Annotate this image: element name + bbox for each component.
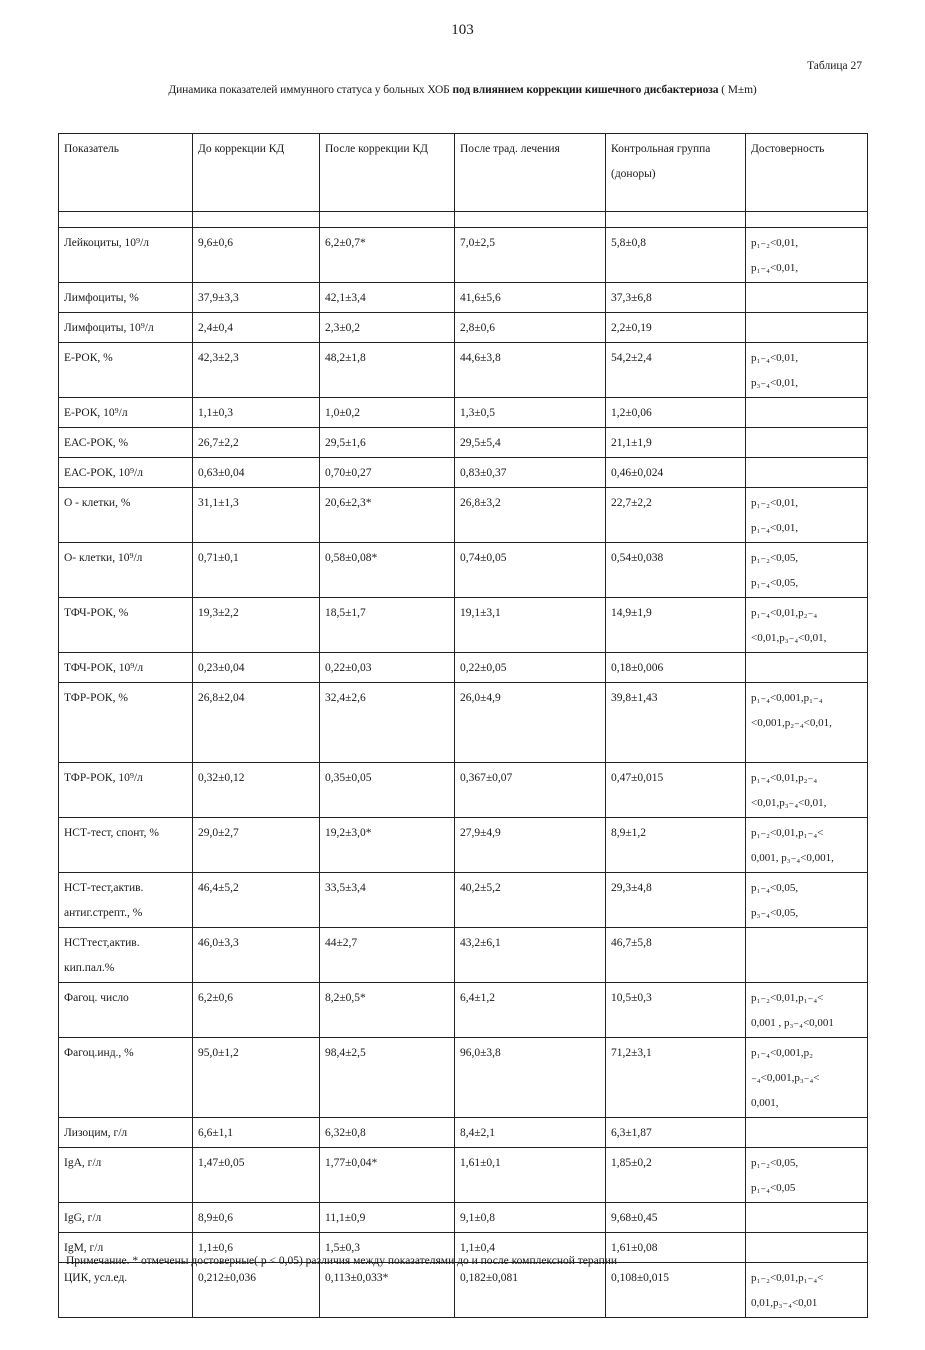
- table-row: [59, 1263, 868, 1318]
- table-row: [59, 1203, 868, 1233]
- cell-trad: 0,22±0,05: [455, 653, 606, 683]
- cell-trad: 40,2±5,2: [455, 873, 606, 928]
- cell-trad: 9,1±0,8: [455, 1203, 606, 1233]
- table-row: [59, 343, 868, 398]
- cell-trad: 1,61±0,1: [455, 1148, 606, 1203]
- cell-significance: [746, 928, 868, 983]
- caption-plain: Динамика показателей иммунного статуса у больных ХОБ: [168, 84, 453, 96]
- table-row: [59, 1038, 868, 1118]
- cell-after: 0,22±0,03: [320, 653, 455, 683]
- cell-control: 1,61±0,08: [606, 1233, 746, 1263]
- cell-after: 19,2±3,0*: [320, 818, 455, 873]
- table-row: [59, 313, 868, 343]
- cell-trad: 0,367±0,07: [455, 763, 606, 818]
- cell-trad: 1,1±0,4: [455, 1233, 606, 1263]
- cell-control: 14,9±1,9: [606, 598, 746, 653]
- cell-control: 0,18±0,006: [606, 653, 746, 683]
- cell-trad: 0,83±0,37: [455, 458, 606, 488]
- cell-significance: [746, 763, 868, 818]
- cell-control: 54,2±2,4: [606, 343, 746, 398]
- cell-control: 1,85±0,2: [606, 1148, 746, 1203]
- header-significance: Достоверность: [746, 134, 868, 212]
- cell-before: 26,7±2,2: [193, 428, 320, 458]
- cell-trad: 19,1±3,1: [455, 598, 606, 653]
- cell-after: 1,0±0,2: [320, 398, 455, 428]
- cell-control: 71,2±3,1: [606, 1038, 746, 1118]
- cell-control: 22,7±2,2: [606, 488, 746, 543]
- cell-control: 0,108±0,015: [606, 1263, 746, 1318]
- table-row: [59, 428, 868, 458]
- table-row: [59, 653, 868, 683]
- cell-trad: 26,8±3,2: [455, 488, 606, 543]
- table-row: [59, 928, 868, 983]
- spacer-cell: [746, 212, 868, 228]
- cell-after: 6,32±0,8: [320, 1118, 455, 1148]
- cell-control: 6,3±1,87: [606, 1118, 746, 1148]
- significance-line: p₃₋₄<0,05,: [751, 907, 799, 919]
- table-row: [59, 398, 868, 428]
- cell-after: 33,5±3,4: [320, 873, 455, 928]
- cell-significance: [746, 983, 868, 1038]
- cell-indicator: ТФР-РОК, %: [59, 683, 193, 763]
- significance-line: p₁₋₄<0,05: [751, 1182, 796, 1194]
- cell-significance: [746, 343, 868, 398]
- cell-significance: [746, 228, 868, 283]
- table-row: [59, 543, 868, 598]
- cell-after: 0,70±0,27: [320, 458, 455, 488]
- cell-significance: [746, 1148, 868, 1203]
- spacer-cell: [455, 212, 606, 228]
- cell-control: 29,3±4,8: [606, 873, 746, 928]
- cell-significance: [746, 683, 868, 763]
- significance-line: p₁₋₄<0,01,p₂₋₄: [751, 607, 818, 619]
- cell-before: 29,0±2,7: [193, 818, 320, 873]
- cell-significance: [746, 653, 868, 683]
- cell-after: 98,4±2,5: [320, 1038, 455, 1118]
- cell-before: 31,1±1,3: [193, 488, 320, 543]
- cell-significance: [746, 1203, 868, 1233]
- cell-significance: [746, 488, 868, 543]
- cell-before: 1,1±0,6: [193, 1233, 320, 1263]
- cell-after: 20,6±2,3*: [320, 488, 455, 543]
- cell-indicator: ЦИК, усл.ед.: [59, 1263, 193, 1318]
- header-after: После коррекции КД: [320, 134, 455, 212]
- cell-control: 39,8±1,43: [606, 683, 746, 763]
- cell-indicator: IgG, г/л: [59, 1203, 193, 1233]
- header-row: [59, 134, 868, 212]
- table-row: [59, 598, 868, 653]
- cell-trad: 27,9±4,9: [455, 818, 606, 873]
- cell-control: 8,9±1,2: [606, 818, 746, 873]
- significance-line: [751, 736, 861, 761]
- cell-indicator: Фагоц. число: [59, 983, 193, 1038]
- cell-trad: 41,6±5,6: [455, 283, 606, 313]
- cell-indicator: ТФЧ-РОК, %: [59, 598, 193, 653]
- immune-status-table: [58, 133, 868, 1318]
- cell-control: 2,2±0,19: [606, 313, 746, 343]
- table-row: [59, 873, 868, 928]
- cell-significance: [746, 818, 868, 873]
- table-row: [59, 1118, 868, 1148]
- cell-trad: 26,0±4,9: [455, 683, 606, 763]
- cell-trad: 2,8±0,6: [455, 313, 606, 343]
- cell-before: 42,3±2,3: [193, 343, 320, 398]
- cell-before: 6,6±1,1: [193, 1118, 320, 1148]
- table-label: Таблица 27: [807, 60, 862, 72]
- cell-trad: 7,0±2,5: [455, 228, 606, 283]
- cell-before: 95,0±1,2: [193, 1038, 320, 1118]
- cell-after: 0,113±0,033*: [320, 1263, 455, 1318]
- header-control: Контрольная группа (доноры): [606, 134, 746, 212]
- significance-line: p₁₋₂<0,05,: [751, 1157, 799, 1169]
- cell-indicator: О- клетки, 10⁹/л: [59, 543, 193, 598]
- cell-indicator: НСТтест,актив. кип.пал.%: [59, 928, 193, 983]
- table-caption: [0, 84, 925, 96]
- cell-significance: [746, 1263, 868, 1318]
- cell-control: 0,54±0,038: [606, 543, 746, 598]
- table-row: [59, 818, 868, 873]
- significance-line: p₃₋₄<0,01,: [751, 377, 799, 389]
- table-row: [59, 228, 868, 283]
- table-row: [59, 683, 868, 763]
- significance-line: p₁₋₄<0,01,: [751, 352, 799, 364]
- significance-line: 0,01,p₃₋₄<0,01: [751, 1297, 818, 1309]
- cell-significance: [746, 458, 868, 488]
- cell-indicator: НСТ-тест,актив. антиг.стрепт., %: [59, 873, 193, 928]
- significance-line: <0,01,p₃₋₄<0,01,: [751, 632, 827, 644]
- cell-after: 29,5±1,6: [320, 428, 455, 458]
- header-spacer-row: [59, 212, 868, 228]
- cell-indicator: IgM, г/л: [59, 1233, 193, 1263]
- cell-indicator: ТФЧ-РОК, 10⁹/л: [59, 653, 193, 683]
- cell-before: 9,6±0,6: [193, 228, 320, 283]
- cell-after: 0,58±0,08*: [320, 543, 455, 598]
- cell-significance: [746, 873, 868, 928]
- cell-after: 48,2±1,8: [320, 343, 455, 398]
- cell-indicator: Е-РОК, %: [59, 343, 193, 398]
- cell-before: 2,4±0,4: [193, 313, 320, 343]
- caption-suffix: ( M±m): [718, 84, 757, 96]
- cell-before: 8,9±0,6: [193, 1203, 320, 1233]
- cell-indicator: ТФР-РОК, 10⁹/л: [59, 763, 193, 818]
- table-row: [59, 458, 868, 488]
- header-indicator: Показатель: [59, 134, 193, 212]
- cell-before: 19,3±2,2: [193, 598, 320, 653]
- cell-before: 46,4±5,2: [193, 873, 320, 928]
- cell-before: 37,9±3,3: [193, 283, 320, 313]
- footnote: Примечание. * отмечены достоверные( p < 0,05) различия между показателями до и после комплексной терапии: [66, 1255, 618, 1267]
- page-number: 103: [451, 22, 474, 38]
- cell-after: 44±2,7: [320, 928, 455, 983]
- cell-control: 21,1±1,9: [606, 428, 746, 458]
- cell-trad: 8,4±2,1: [455, 1118, 606, 1148]
- cell-before: 0,212±0,036: [193, 1263, 320, 1318]
- header-before: До коррекции КД: [193, 134, 320, 212]
- table-row: [59, 763, 868, 818]
- cell-trad: 44,6±3,8: [455, 343, 606, 398]
- table-body: [59, 212, 868, 1318]
- cell-before: 1,1±0,3: [193, 398, 320, 428]
- significance-line: ₋₄<0,001,p₃₋₄<: [751, 1072, 820, 1084]
- cell-trad: 0,182±0,081: [455, 1263, 606, 1318]
- cell-indicator: Лимфоциты, 10⁹/л: [59, 313, 193, 343]
- significance-line: <0,01,p₃₋₄<0,01,: [751, 797, 827, 809]
- cell-indicator: ЕАС-РОК, 10⁹/л: [59, 458, 193, 488]
- cell-before: 6,2±0,6: [193, 983, 320, 1038]
- significance-line: p₁₋₄<0,01,p₂₋₄: [751, 772, 818, 784]
- cell-significance: [746, 398, 868, 428]
- cell-trad: 29,5±5,4: [455, 428, 606, 458]
- table-row: [59, 1148, 868, 1203]
- cell-indicator: НСТ-тест, спонт, %: [59, 818, 193, 873]
- significance-line: p₁₋₄<0,01,: [751, 262, 799, 274]
- cell-indicator: Фагоц.инд., %: [59, 1038, 193, 1118]
- table-row: [59, 983, 868, 1038]
- cell-after: 11,1±0,9: [320, 1203, 455, 1233]
- cell-control: 1,2±0,06: [606, 398, 746, 428]
- significance-line: p₁₋₂<0,01,p₁₋₄<: [751, 992, 824, 1004]
- cell-after: 32,4±2,6: [320, 683, 455, 763]
- significance-line: p₁₋₂<0,01,: [751, 237, 799, 249]
- spacer-cell: [193, 212, 320, 228]
- cell-significance: [746, 313, 868, 343]
- cell-indicator: Лимфоциты, %: [59, 283, 193, 313]
- significance-line: 0,001, p₃₋₄<0,001,: [751, 852, 834, 864]
- cell-control: 37,3±6,8: [606, 283, 746, 313]
- cell-before: 26,8±2,04: [193, 683, 320, 763]
- cell-significance: [746, 428, 868, 458]
- cell-after: 42,1±3,4: [320, 283, 455, 313]
- header-trad: После трад. лечения: [455, 134, 606, 212]
- cell-indicator: О - клетки, %: [59, 488, 193, 543]
- significance-line: p₁₋₂<0,01,: [751, 497, 799, 509]
- cell-indicator: Лизоцим, г/л: [59, 1118, 193, 1148]
- cell-trad: 0,74±0,05: [455, 543, 606, 598]
- significance-line: p₁₋₂<0,01,p₁₋₄<: [751, 1272, 824, 1284]
- table-row: [59, 488, 868, 543]
- cell-indicator: Лейкоциты, 10⁹/л: [59, 228, 193, 283]
- significance-line: p₁₋₂<0,01,p₁₋₄<: [751, 827, 824, 839]
- significance-line: p₁₋₄<0,05,: [751, 882, 799, 894]
- cell-before: 1,47±0,05: [193, 1148, 320, 1203]
- cell-after: 1,5±0,3: [320, 1233, 455, 1263]
- cell-indicator: Е-РОК, 10⁹/л: [59, 398, 193, 428]
- cell-trad: 43,2±6,1: [455, 928, 606, 983]
- cell-significance: [746, 1118, 868, 1148]
- cell-control: 0,47±0,015: [606, 763, 746, 818]
- cell-control: 10,5±0,3: [606, 983, 746, 1038]
- cell-before: 0,23±0,04: [193, 653, 320, 683]
- significance-line: p₁₋₄<0,05,: [751, 577, 799, 589]
- spacer-cell: [320, 212, 455, 228]
- cell-significance: [746, 543, 868, 598]
- cell-after: 6,2±0,7*: [320, 228, 455, 283]
- caption-bold: под влиянием коррекции кишечного дисбактериоза: [452, 84, 719, 96]
- significance-line: 0,001,: [751, 1097, 779, 1109]
- significance-line: p₁₋₂<0,05,: [751, 552, 799, 564]
- cell-significance: [746, 598, 868, 653]
- cell-trad: 1,3±0,5: [455, 398, 606, 428]
- cell-significance: [746, 1038, 868, 1118]
- table-row: [59, 283, 868, 313]
- cell-indicator: ЕАС-РОК, %: [59, 428, 193, 458]
- cell-after: 0,35±0,05: [320, 763, 455, 818]
- cell-before: 0,63±0,04: [193, 458, 320, 488]
- cell-trad: 6,4±1,2: [455, 983, 606, 1038]
- significance-line: p₁₋₄<0,001,p₂: [751, 1047, 814, 1059]
- spacer-cell: [59, 212, 193, 228]
- cell-indicator: IgA, г/л: [59, 1148, 193, 1203]
- cell-significance: [746, 283, 868, 313]
- cell-control: 46,7±5,8: [606, 928, 746, 983]
- cell-significance: [746, 1233, 868, 1263]
- cell-after: 18,5±1,7: [320, 598, 455, 653]
- cell-after: 8,2±0,5*: [320, 983, 455, 1038]
- significance-line: 0,001 , p₃₋₄<0,001: [751, 1017, 834, 1029]
- cell-after: 1,77±0,04*: [320, 1148, 455, 1203]
- cell-trad: 96,0±3,8: [455, 1038, 606, 1118]
- cell-control: 5,8±0,8: [606, 228, 746, 283]
- cell-before: 0,71±0,1: [193, 543, 320, 598]
- spacer-cell: [606, 212, 746, 228]
- cell-before: 46,0±3,3: [193, 928, 320, 983]
- cell-before: 0,32±0,12: [193, 763, 320, 818]
- cell-control: 0,46±0,024: [606, 458, 746, 488]
- significance-line: <0,001,p₂₋₄<0,01,: [751, 717, 832, 729]
- cell-control: 9,68±0,45: [606, 1203, 746, 1233]
- significance-line: p₁₋₄<0,01,: [751, 522, 799, 534]
- cell-after: 2,3±0,2: [320, 313, 455, 343]
- significance-line: p₁₋₄<0,001,p₁₋₄: [751, 692, 823, 704]
